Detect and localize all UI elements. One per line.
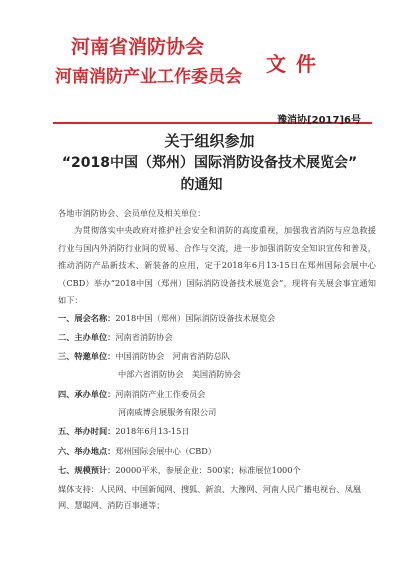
list-item	[58, 386, 205, 402]
letterhead-org-line1: 河南省消防协会	[71, 36, 205, 58]
item-value: 河南消防产业工作委员会	[115, 389, 206, 399]
item-value: 河南省消防协会	[115, 332, 173, 342]
intro-paragraph: 为贯彻落实中央政府对推护社会安全和消防的高度重视，加强我省消防与应急救援行业与国内外消防行业间的贸易、合作与交流，进一步加强消防安全知识宣传和普及，推动消防产品新技术、新装备的应用，定于2018年6月13-15日在郑州国际会展中心（CBD）举办“2018中国（郑州）国际消防设备技术展览会”，现将有关展会事宜通知如下：	[58, 225, 376, 305]
item-value: 郑州国际会展中心（CBD）	[115, 446, 217, 456]
letterhead-org-line2: 河南消防产业工作委员会	[55, 67, 242, 87]
item-value: 20000平米，参展企业：500家；标准展位1000个	[115, 465, 301, 475]
letterhead-doc-type: 文件	[266, 52, 326, 76]
list-item-continuation: 河南威博会展服务有限公司	[118, 407, 217, 417]
item-key: 二、主办单位：	[58, 332, 116, 342]
list-item	[58, 423, 190, 439]
item-key: 七、规模预计：	[58, 465, 116, 475]
media-support-text: 媒体支持：人民网、中国新闻网、搜狐、新浪、大豫网、河南人民广播电视台、凤凰网、慧聪网、消防百事通等；	[58, 484, 361, 510]
list-item-continuation: 中部六省消防协会 美国消防协会	[118, 369, 241, 379]
title-line1: 关于组织参加	[164, 132, 255, 150]
item-key: 四、承办单位：	[58, 389, 116, 399]
document-number: 豫消协[2017]6号	[277, 115, 361, 126]
salutation: 各地市消防协会、会员单位及相关单位：	[58, 208, 206, 218]
item-value: 中国消防协会 河南省消防总队	[115, 351, 230, 361]
list-item	[58, 310, 275, 326]
title-line3: 的通知	[180, 177, 223, 193]
list-item	[58, 462, 301, 478]
list-item	[58, 443, 216, 459]
item-key: 三、特邀单位：	[58, 351, 116, 361]
list-item	[58, 348, 230, 364]
item-key: 六、举办地点：	[58, 446, 116, 456]
list-item	[58, 329, 173, 345]
item-value: 2018年6月13-15日	[115, 426, 190, 436]
title-line2: “2018中国（郑州）国际消防设备技术展览会”	[61, 155, 358, 171]
item-key: 五、举办时间：	[58, 426, 116, 436]
item-key: 一、展会名称：	[58, 313, 116, 323]
item-value: 2018中国（郑州）国际消防设备技术展览会	[115, 313, 276, 323]
